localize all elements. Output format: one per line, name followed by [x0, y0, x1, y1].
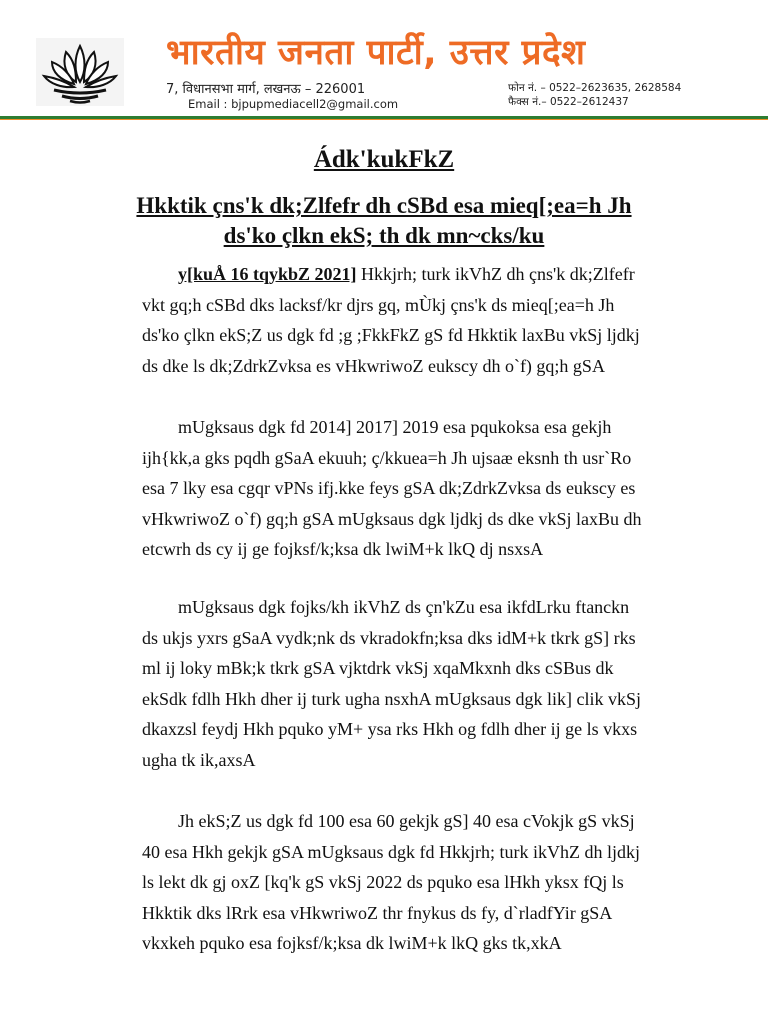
- paragraph-4: [142, 806, 718, 959]
- paragraph-line: esa 7 lky esa cgqr vPNs ifj.kke feys gSA dk;ZdrkZvksa ds eukscy es: [142, 478, 636, 498]
- document-subtitle: Hkktik çns'k dk;Zlfefr dh cSBd esa mieq[;ea=h Jh ds'ko çlkn ekS; th dk mn~cks/ku: [136, 193, 632, 248]
- bjp-logo: [36, 38, 124, 106]
- paragraph-line: ds dke ls dk;ZdrkZvksa es vHkwriwoZ eukscy dh o`f) gq;h gSA: [142, 355, 605, 376]
- letterhead-divider-orange: [0, 119, 768, 120]
- party-email: Email : bjpupmediacell2@gmail.com: [188, 97, 399, 111]
- paragraph-line: vkxkeh pquko esa fojksf/k;ksa dk lwiM+k lkQ gks tk,xkA: [142, 933, 562, 953]
- paragraph-line: ds'ko çlkn ekS;Z us dgk fd ;g ;FkkFkZ gS fd Hkktik laxBu vkSj ljdkj: [142, 325, 640, 345]
- paragraph-line: dkaxzsl feydj Hkh pquko yM+ ysa rks Hkh og fdlh dher ij ge ls vkxs: [142, 719, 638, 739]
- paragraph-line: ijh{kk,a gks pqdh gSaA ekuuh; ç/kkuea=h Jh ujsaæ eksnh th usr`Ro: [142, 447, 632, 468]
- party-name: भारतीय जनता पार्टी, उत्तर प्रदेश: [166, 33, 586, 73]
- paragraph-line: mUgksaus dgk fd 2014] 2017] 2019 esa pqukoksa esa gekjh: [178, 417, 612, 437]
- lotus-icon: [36, 38, 124, 106]
- paragraph-line: ugha tk ik,axsA: [142, 749, 256, 770]
- document-title: Ádk'kukFkZ: [313, 146, 455, 173]
- party-address: 7, विधानसभा मार्ग, लखनऊ – 226001: [166, 82, 366, 97]
- paragraph-1: [142, 259, 718, 381]
- paragraph-line: ls lekt dk gj oxZ [kq'k gS vkSj 2022 ds pquko esa lHkh yksx fQj ls: [142, 872, 624, 892]
- dateline: y[kuÅ 16 tqykbZ 2021]: [178, 264, 357, 284]
- paragraph-line: Hkktik dks lRrk esa vHkwriwoZ thr fnykus ds fy, d`rladfYir gSA: [142, 902, 613, 923]
- paragraph-line: Jh ekS;Z us dgk fd 100 esa 60 gekjk gS] 40 esa cVokjk gS vkSj: [178, 811, 635, 831]
- paragraph-line: ds ukjs yxrs gSaA vydk;nk ds vkradokfn;ksa dks idM+k tkrk gS] rks: [142, 627, 636, 648]
- paragraph-2: [142, 412, 718, 565]
- paragraph-line: ekSdk fdlh Hkh dher ij turk ugha nsxhA mUgksaus dgk lik] clik vkSj: [142, 688, 641, 709]
- paragraph-line: mUgksaus dgk fojks/kh ikVhZ ds çn'kZu esa ikfdLrku ftanckn: [178, 597, 630, 617]
- party-phone: फोन नं. – 0522–2623635, 2628584: [508, 82, 682, 94]
- paragraph-line: etcwrh ds cy ij ge fojksf/k;ksa dk lwiM+k lkQ dj nsxsA: [142, 539, 544, 559]
- paragraph-line: vHkwriwoZ o`f) gq;h gSA mUgksaus dgk ljdkj ds dke vkSj laxBu dh: [142, 508, 642, 529]
- paragraph-3: [142, 592, 718, 775]
- paragraph-line: [142, 259, 718, 290]
- paragraph-line: vkt gq;h cSBd dks lacksf/kr djrs gq, mÙkj çns'k ds mieq[;ea=h Jh: [142, 294, 615, 315]
- paragraph-line: 40 esa Hkh gekjk gSA mUgksaus dgk fd Hkkjrh; turk ikVhZ dh ljdkj: [142, 841, 640, 862]
- party-fax: फैक्स नं.– 0522–2612437: [508, 96, 629, 108]
- letterhead: [0, 0, 768, 120]
- paragraph-line: ml ij loky mBk;k tkrk gSA vjktdrk vkSj xqaMkxnh dks cSBus dk: [142, 658, 614, 678]
- paragraph-text: Hkkjrh; turk ikVhZ dh çns'k dk;Zlfefr: [356, 264, 635, 284]
